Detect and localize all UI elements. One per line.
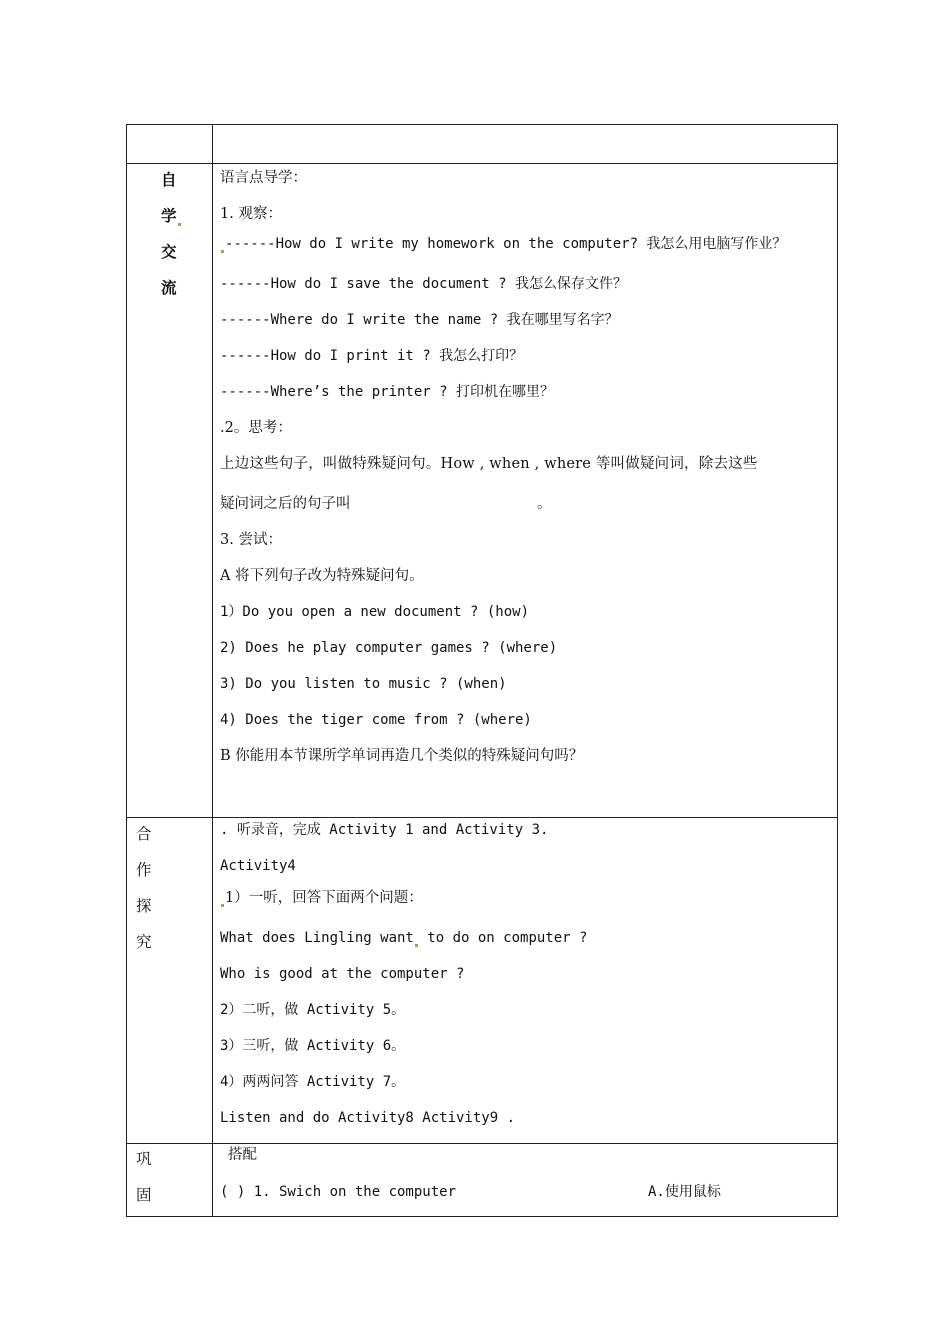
listen-step: 3）三听，做 Activity 6。 — [220, 1038, 406, 1054]
label-liu: 流 — [161, 279, 177, 297]
row-divider — [127, 1143, 837, 1144]
question-line: ------Where do I write the name ? 我在哪里写名字？ — [220, 312, 619, 328]
label-gu: 固 — [136, 1186, 152, 1204]
label-tan: 探 — [136, 897, 152, 915]
exercise-item: 2) Does he play computer games ? (where) — [220, 640, 558, 656]
exercise-item: 4) Does the tiger come from ? (where) — [220, 712, 532, 728]
label-zuo: 作 — [136, 861, 152, 879]
listen-task: Listen and do Activity8 Activity9 . — [220, 1110, 516, 1126]
label-jiao: 交 — [161, 243, 177, 261]
think-text: 疑问词之后的句子叫 — [220, 496, 351, 512]
observe-heading: 1. 观察： — [220, 206, 282, 222]
match-answer: A.使用鼠标 — [648, 1184, 721, 1200]
label-he: 合 — [136, 825, 152, 843]
question-line: What does Lingling want to do on computer ? — [220, 930, 588, 946]
task-a: A 将下列句子改为特殊疑问句。 — [220, 568, 424, 584]
listen-step: 1）一听，回答下面两个问题： — [220, 889, 423, 907]
question-line: Who is good at the computer ? — [220, 966, 465, 982]
label-gong: 巩 — [136, 1150, 152, 1168]
match-heading: 搭配 — [228, 1147, 257, 1163]
try-heading: 3. 尝试： — [220, 532, 282, 548]
row-divider — [127, 817, 837, 818]
label-xue: 学 — [161, 204, 182, 226]
question-line: ------Where’s the printer ? 打印机在哪里？ — [220, 384, 555, 400]
match-item: ( ) 1. Swich on the computer — [220, 1184, 457, 1200]
label-jiu: 究 — [136, 933, 152, 951]
listen-step: 2）二听，做 Activity 5。 — [220, 1002, 406, 1018]
question-line: ------How do I write my homework on the computer? 我怎么用电脑写作业？ — [220, 235, 786, 253]
think-heading: .2。思考： — [220, 420, 292, 436]
exercise-item: 1）Do you open a new document ? (how) — [220, 604, 530, 620]
listen-task: . 听录音，完成 Activity 1 and Activity 3. — [220, 822, 549, 838]
task-b: B 你能用本节课所学单词再造几个类似的特殊疑问句吗？ — [220, 748, 584, 764]
column-divider — [212, 125, 213, 1216]
listen-step: 4）两两问答 Activity 7。 — [220, 1074, 406, 1090]
activity-label: Activity4 — [220, 858, 296, 874]
exercise-item: 3) Do you listen to music ? (when) — [220, 676, 507, 692]
row-divider — [127, 163, 837, 164]
question-line: ------How do I print it ? 我怎么打印？ — [220, 348, 524, 364]
zixue-heading: 语言点导学： — [220, 170, 307, 186]
question-line: ------How do I save the document ? 我怎么保存文件？ — [220, 276, 628, 292]
blank-end: 。 — [537, 496, 552, 512]
label-zi: 自 — [161, 171, 177, 189]
think-text: 上边这些句子，叫做特殊疑问句。How , when , where 等叫做疑问词，除去这些 — [220, 456, 758, 472]
